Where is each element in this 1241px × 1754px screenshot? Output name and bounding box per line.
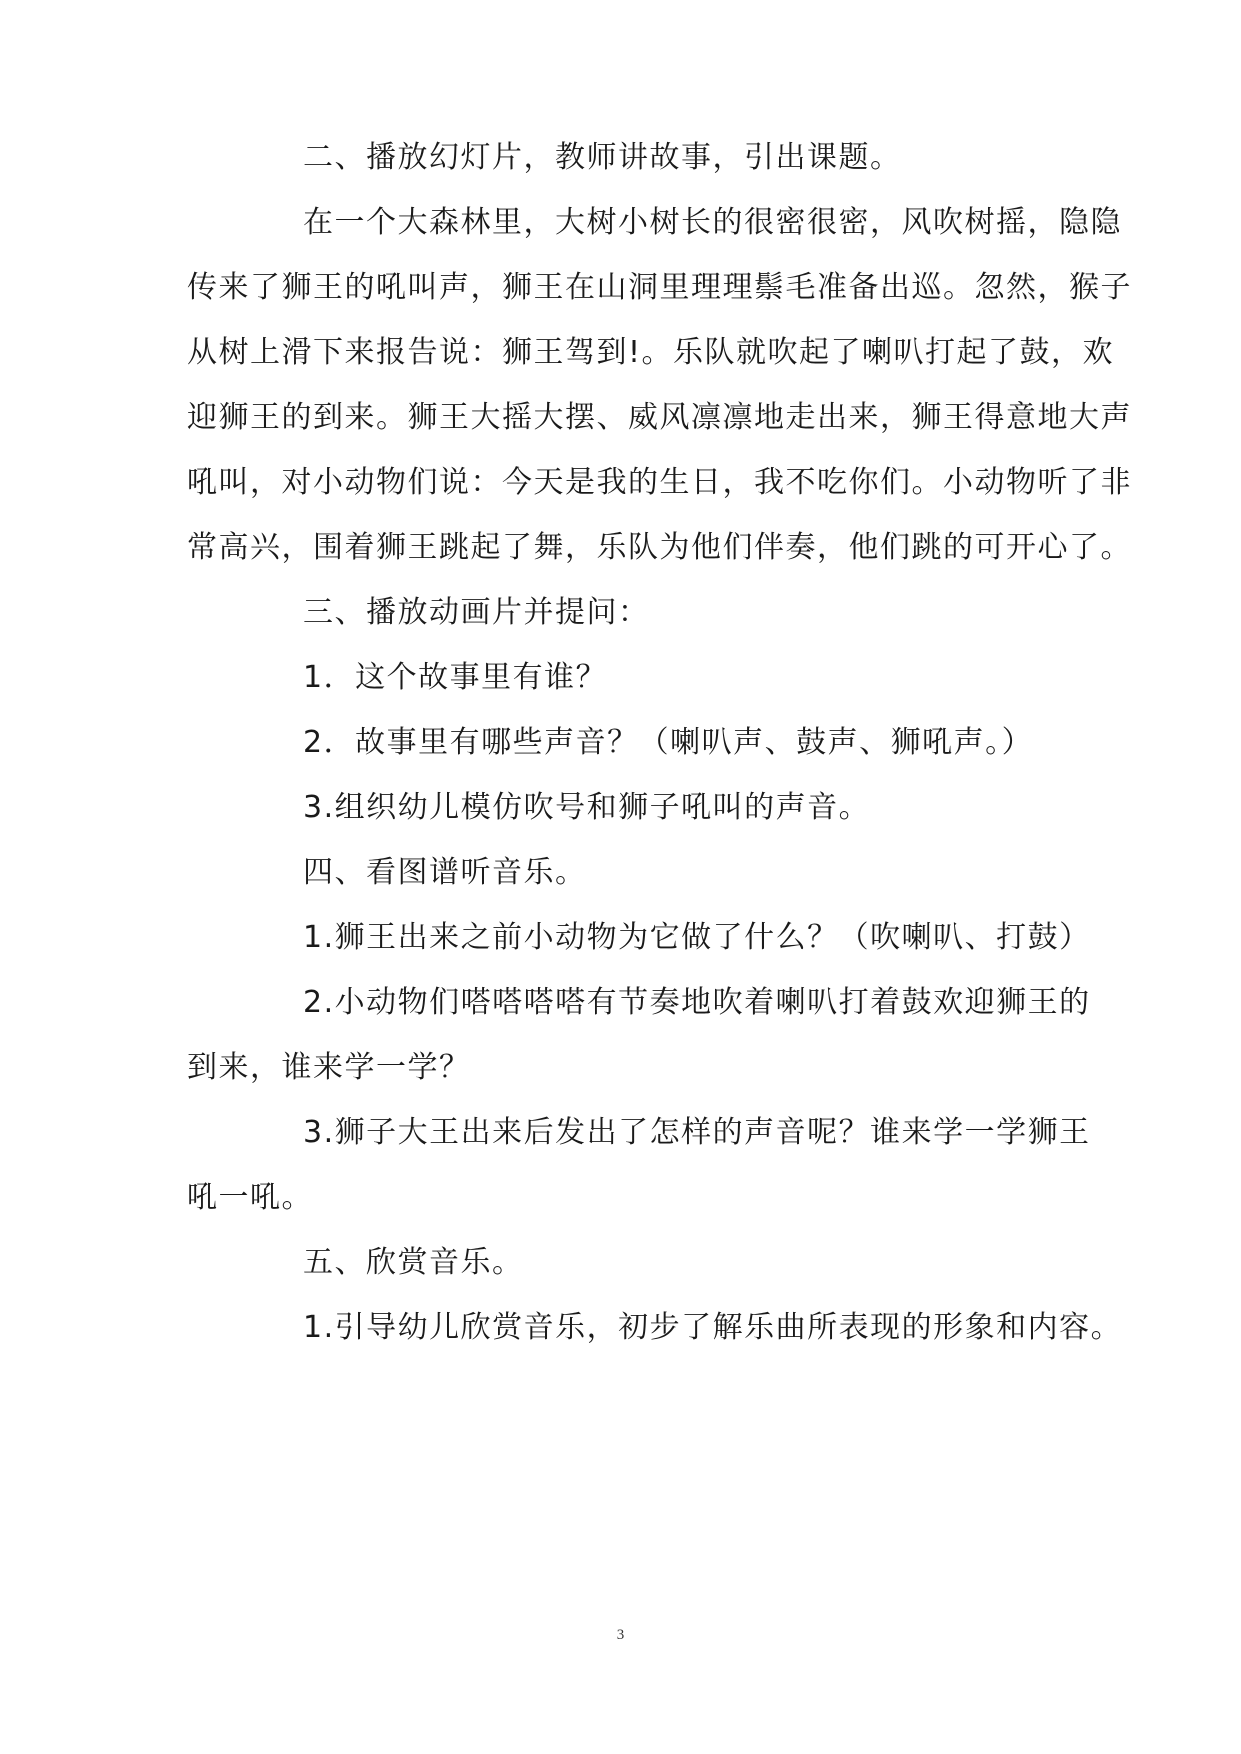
list-item: 1．这个故事里有谁？ (303, 660, 608, 695)
list-item-continuation: 吼一吼。 (187, 1180, 313, 1215)
heading-section-5: 五、欣赏音乐。 (303, 1245, 524, 1280)
list-item: 2.小动物们嗒嗒嗒嗒有节奏地吹着喇叭打着鼓欢迎狮王的 (303, 985, 1091, 1020)
page-number: 3 (616, 1627, 625, 1643)
paragraph-line: 从树上滑下来报告说：狮王驾到!。乐队就吹起了喇叭打起了鼓，欢 (187, 335, 1115, 370)
paragraph-line: 常高兴，围着狮王跳起了舞，乐队为他们伴奏，他们跳的可开心了。 (187, 530, 1132, 565)
heading-section-3: 三、播放动画片并提问： (303, 595, 650, 630)
heading-section-2: 二、播放幻灯片，教师讲故事，引出课题。 (303, 140, 902, 175)
paragraph-line: 迎狮王的到来。狮王大摇大摆、威风凛凛地走出来，狮王得意地大声 (187, 400, 1132, 435)
list-item: 3.狮子大王出来后发出了怎样的声音呢？谁来学一学狮王 (303, 1115, 1091, 1150)
heading-section-4: 四、看图谱听音乐。 (303, 855, 587, 890)
list-item: 1.狮王出来之前小动物为它做了什么？（吹喇叭、打鼓） (303, 920, 1091, 955)
list-item: 1.引导幼儿欣赏音乐，初步了解乐曲所表现的形象和内容。 (303, 1310, 1123, 1345)
list-item-continuation: 到来，谁来学一学？ (187, 1050, 471, 1085)
paragraph-line: 在一个大森林里，大树小树长的很密很密，风吹树摇，隐隐 (303, 205, 1122, 240)
list-item: 3.组织幼儿模仿吹号和狮子吼叫的声音。 (303, 790, 871, 825)
paragraph-line: 传来了狮王的吼叫声，狮王在山洞里理理鬃毛准备出巡。忽然，猴子 (187, 270, 1132, 305)
list-item: 2．故事里有哪些声音？（喇叭声、鼓声、狮吼声。） (303, 725, 1034, 760)
paragraph-line: 吼叫，对小动物们说：今天是我的生日，我不吃你们。小动物听了非 (187, 465, 1132, 500)
